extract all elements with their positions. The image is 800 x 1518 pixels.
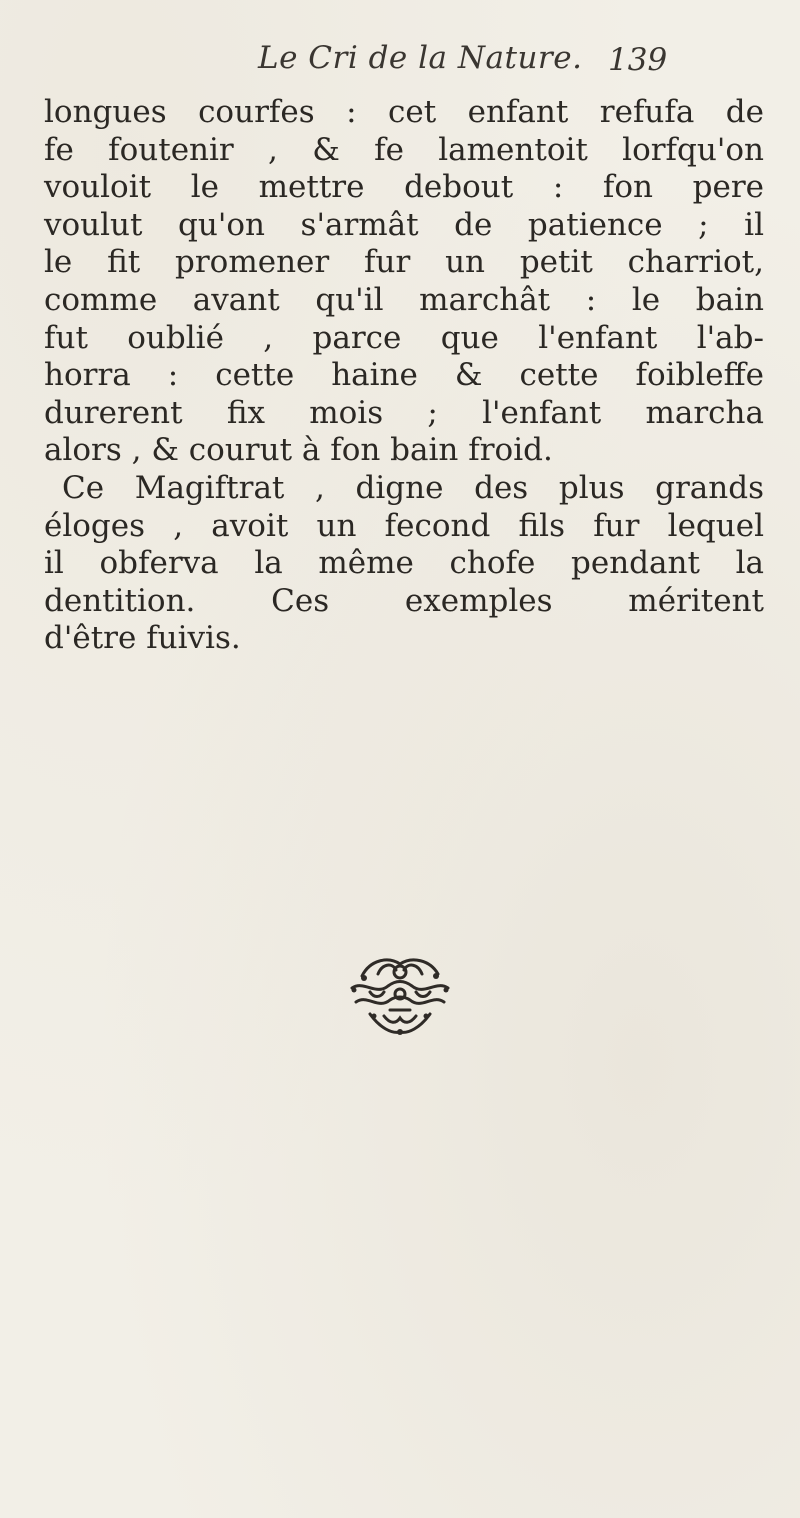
text-line: fut oublié , parce que l'enfant l'ab- — [44, 319, 764, 356]
text-line: vouloit le mettre debout : fon pere — [44, 169, 764, 206]
text-line: Ce Magiftrat , digne des plus grands — [62, 469, 764, 506]
text-line: voulut qu'on s'armât de patience ; il — [44, 206, 764, 243]
text-line: éloges , avoit un fecond fils fur lequel — [44, 507, 764, 544]
text-line: longues courfes : cet enfant refufa de — [44, 94, 764, 130]
text-line: durerent fix mois ; l'enfant marcha — [44, 394, 764, 431]
paragraph — [44, 94, 764, 470]
floral-vignette-icon — [340, 952, 460, 1038]
text-line: dentition. Ces exemples méritent — [44, 582, 764, 619]
text-line: il obferva la même chofe pendant la — [44, 545, 764, 582]
page-number: 139 — [608, 42, 668, 78]
text-line: comme avant qu'il marchât : le bain — [44, 281, 764, 318]
text-line: horra : cette haine & cette foibleffe — [44, 357, 764, 394]
paragraph — [44, 470, 764, 658]
text-line: d'être fuivis. — [44, 620, 241, 657]
text-line: fe foutenir , & fe lamentoit lorfqu'on — [44, 131, 764, 168]
running-title: Le Cri de la Nature. — [258, 40, 583, 76]
running-header — [0, 40, 800, 90]
text-line: le fit promener fur un petit charriot, — [44, 244, 764, 281]
body-text — [44, 94, 764, 658]
text-line: alors , & courut à fon bain froid. — [44, 432, 553, 469]
